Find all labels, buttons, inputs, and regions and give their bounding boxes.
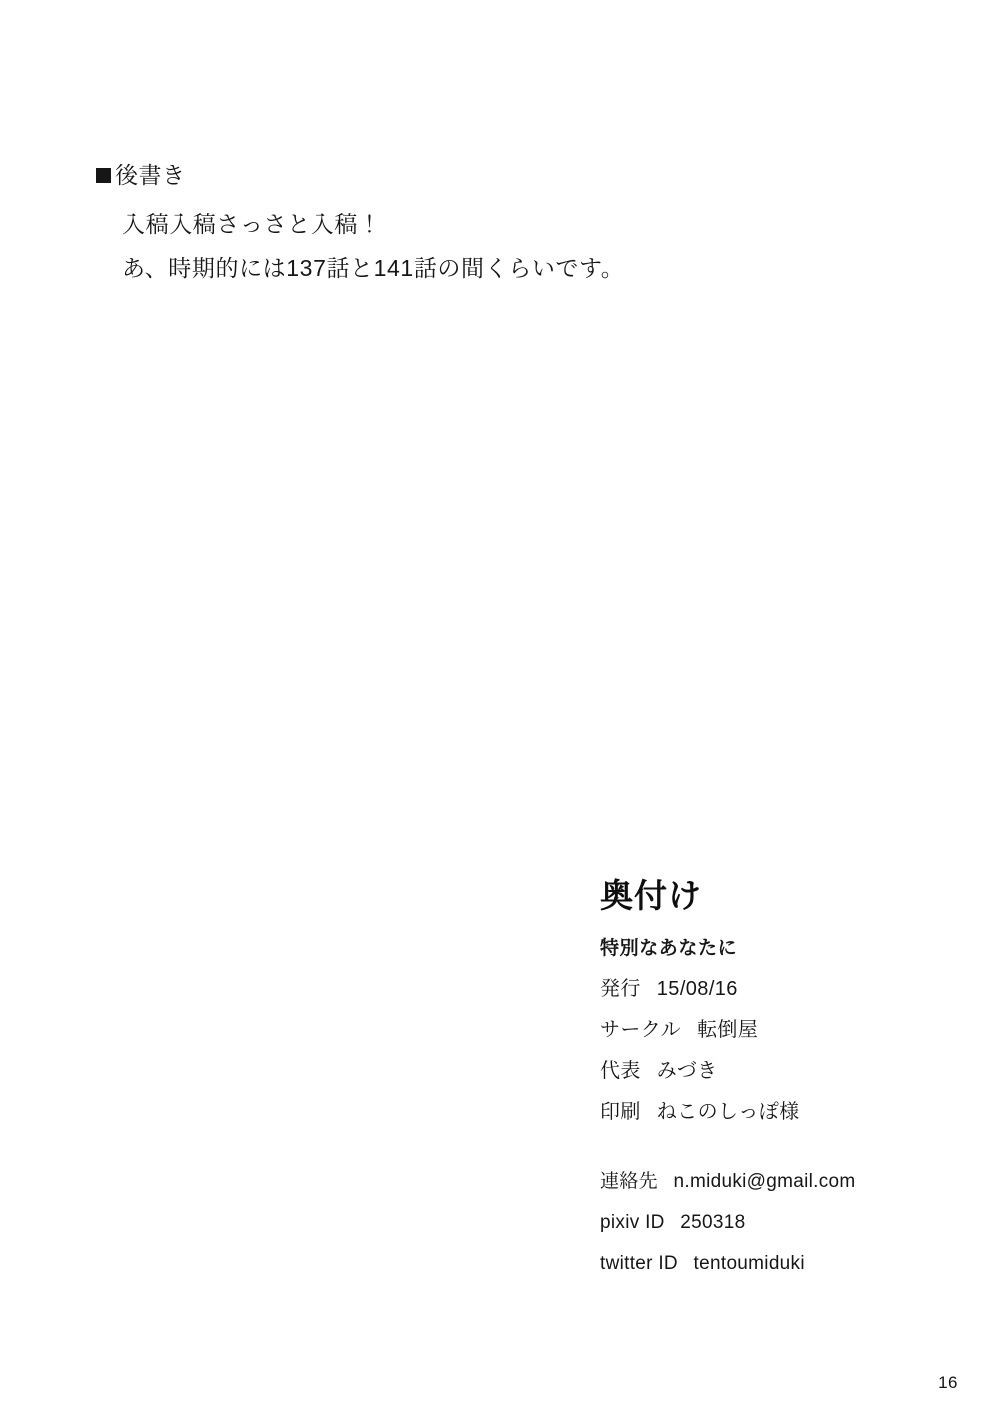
colophon-contact-value: tentoumiduki [693,1253,805,1274]
colophon-entry-representative [600,1051,960,1092]
colophon-entry-label: 印刷 [600,1101,641,1123]
colophon-entry-label: 発行 [600,978,641,1000]
afterword-heading-label: 後書き [115,162,186,188]
afterword-heading [96,158,796,192]
colophon-entry-value: 転倒屋 [696,1019,759,1041]
afterword-line: あ、時期的には137話と141話の間くらいです。 [122,255,625,281]
colophon-contact-label: pixiv ID [600,1212,665,1233]
colophon-contact-label: twitter ID [600,1253,678,1274]
colophon-spacer [600,1133,960,1161]
filled-square-bullet-icon [96,168,111,183]
colophon-entry-printing [600,1092,960,1133]
colophon-entry-value: みづき [656,1060,718,1082]
colophon-entry-publish [600,969,960,1010]
colophon-work-title: 特別なあなたに [600,938,738,959]
colophon-contact-twitter [600,1243,960,1284]
colophon-entry-label: 代表 [600,1060,641,1082]
colophon-contact-label: 連絡先 [600,1171,658,1192]
colophon-entry-value: 15/08/16 [656,978,738,1000]
colophon-entry-value: ねこのしっぽ様 [656,1101,800,1123]
colophon-section [600,876,960,1284]
colophon-contact-email [600,1161,960,1202]
afterword-section [96,158,796,290]
colophon-contact-value: n.miduki@gmail.com [673,1171,856,1192]
colophon-entry-circle [600,1010,960,1051]
afterword-line: 入稿入稿さっさと入稿！ [122,211,382,237]
page-number: 16 [938,1373,958,1392]
colophon-contact-value: 250318 [680,1212,746,1233]
colophon-contact-pixiv [600,1202,960,1243]
colophon-title: 奥付け [600,877,702,914]
colophon-entry-label: サークル [600,1019,681,1041]
